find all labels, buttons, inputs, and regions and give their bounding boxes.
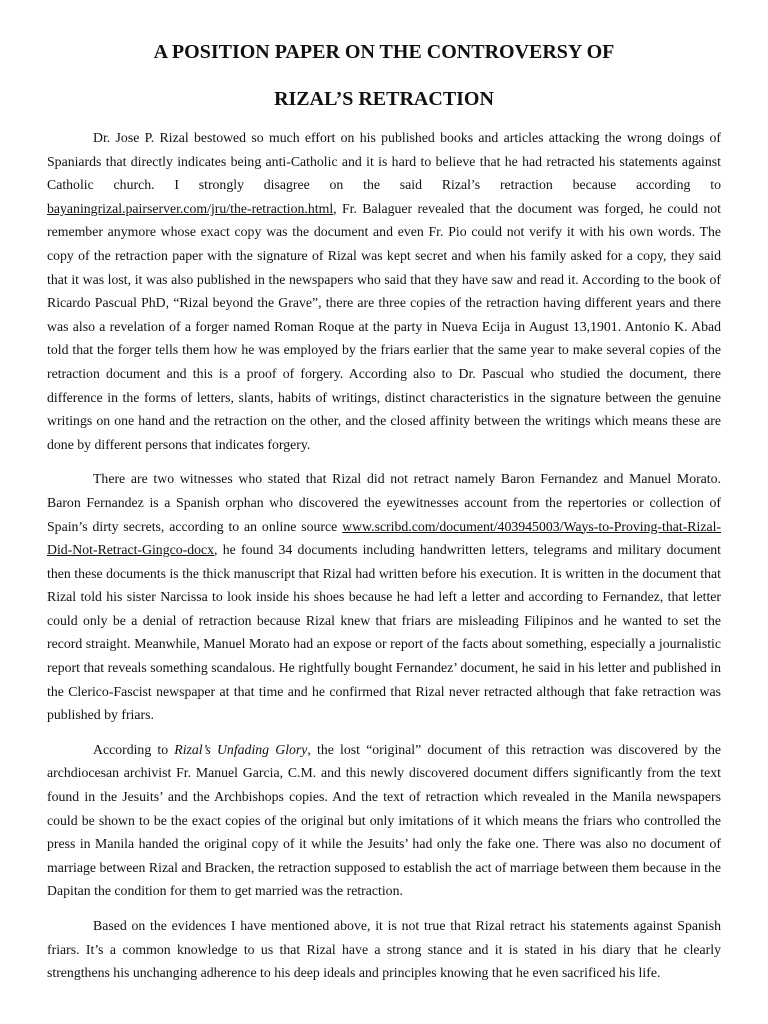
document-page	[47, 38, 721, 996]
paragraph-3-text-a: According to	[93, 741, 175, 757]
paragraph-4	[47, 914, 721, 985]
paragraph-1-text-b: , Fr. Balaguer revealed that the document was forged, he could not remember anymore whose exact copy was the document and even Fr. Pio could not verify it with his own words. The copy of the retraction paper with the signature of Rizal was kept secret and when his family asked for a copy, they said that it was lost, it was also published in the newspapers who said that they have saw and read it. According to the book of Ricardo Pascual PhD, “Rizal beyond the Grave”, there are three copies of the retraction having different years and there was also a revelation of a forger named Roman Roque at the party in Nueva Ecija in August 13,1901. Antonio K. Abad told that the forger tells them how he was employed by the friars earlier that the same year to make several copies of the retraction document and this is a proof of forgery. According also to Dr. Pascual who studied the document, there difference in the forms of letters, slants, habits of writings, distinct characteristics in the signature between the genuine writings on one hand and the retraction on the other, and the closed affinity between the writings which means these are done by different persons that indicates forgery.	[47, 200, 721, 452]
paragraph-3	[47, 738, 721, 903]
paragraph-1	[47, 126, 721, 456]
paragraph-2	[47, 467, 721, 727]
paragraph-4-text: Based on the evidences I have mentioned above, it is not true that Rizal retract his statements against Spanish friars. It’s a common knowledge to us that Rizal have a strong stance and it is stated in his diary that he clearly strengthens his unchanging adherence to his deep ideals and principles knowing that he even sacrificed his life.	[47, 918, 721, 981]
source-link-1[interactable]: bayaningrizal.pairserver.com/jru/the-retraction.html	[47, 200, 334, 216]
title-line-2: RIZAL’S RETRACTION	[274, 88, 494, 110]
paragraph-1-text-a: Dr. Jose P. Rizal bestowed so much effort on his published books and articles attacking the wrong doings of Spaniards that directly indicates being anti-Catholic and it is hard to believe that he had retracted his statements against Catholic church. I strongly disagree on the said Rizal’s retraction because according to	[47, 130, 721, 193]
title-line-1: A POSITION PAPER ON THE CONTROVERSY OF	[153, 41, 615, 63]
paragraph-3-text-b: , the lost “original” document of this retraction was discovered by the archdiocesan archivist Fr. Manuel Garcia, C.M. and this newly discovered document differs significantly from the text found in the Jesuits’ and the Archbishops copies. And the text of retraction which revealed in the Manila newspapers could be shown to be the exact copies of the original but only imitations of it which means the friars who controlled the press in Manila handed the original copy of it while the Jesuits’ had only the fake one. There was also no document of marriage between Rizal and Bracken, the retraction supposed to establish the act of marriage between them because in the Dapitan the condition for them to get married was the retraction.	[47, 741, 721, 899]
paragraph-2-text-b: , he found 34 documents including handwritten letters, telegrams and military document then these documents is the thick manuscript that Rizal had written before his execution. It is written in the document that Rizal told his sister Narcissa to look inside his shoes because he had left a letter and according to Fernandez, that letter could only be a denial of retraction because Rizal knew that friars are misleading Filipinos and he wanted to set the record straight. Meanwhile, Manuel Morato had an expose or report of the facts about something, especially a journalistic report that reveals something scandalous. He rightfully bought Fernandez’ document, he said in his letter and published in the Clerico-Fascist newspaper at that time and he confirmed that Rizal never retracted although that fake retraction was published by friars.	[47, 542, 721, 723]
source-link-2[interactable]: www.scribd.com/document/403945003/Ways-to-Proving-that-Rizal-Did-Not-Retract-Gingco-docx	[47, 518, 721, 558]
book-title: Rizal’s Unfading Glory	[174, 741, 308, 757]
paragraph-2-text-a: There are two witnesses who stated that Rizal did not retract namely Baron Fernandez and Manuel Morato. Baron Fernandez is a Spanish orphan who discovered the eyewitnesses account from the repertories or collection of Spain’s dirty secrets, according to an online source	[47, 471, 721, 534]
